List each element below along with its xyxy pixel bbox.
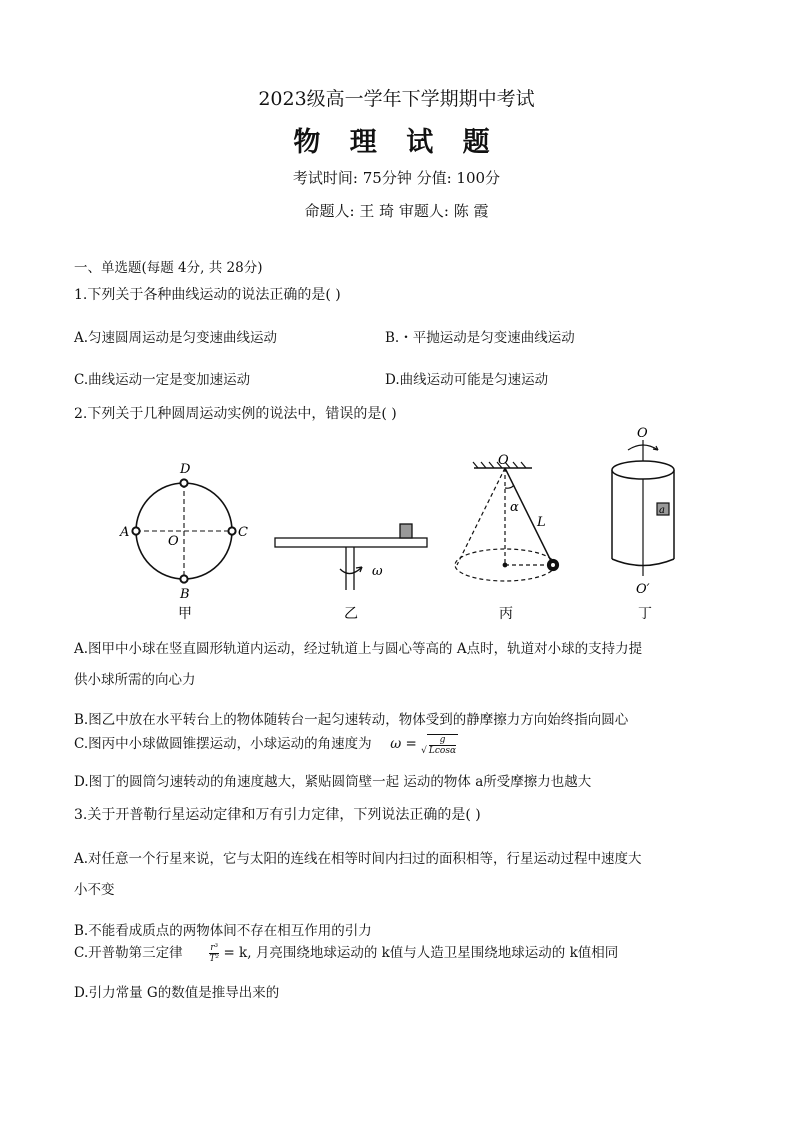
- exam-authors: 命题人: 王 琦 审题人: 陈 霞: [304, 202, 489, 220]
- label-c: C: [238, 525, 248, 540]
- question-1-option-c: C.曲线运动一定是变加速运动: [74, 372, 251, 388]
- question-3-option-a-line-2: 小不变: [74, 882, 115, 898]
- question-3-option-c: [74, 941, 618, 964]
- caption-yi: 乙: [344, 606, 358, 622]
- question-3-option-b: B.不能看成质点的两物体间不存在相互作用的引力: [74, 923, 372, 939]
- question-2-option-a-line-1: A.图甲中小球在竖直圆形轨道内运动，经过轨道上与圆心等高的 A点时，轨道对小球的支持力提: [74, 641, 643, 657]
- question-2-option-d: D.图丁的圆筒匀速转动的角速度越大，紧贴圆筒壁一起 运动的物体 a所受摩擦力也越大: [74, 774, 592, 790]
- formula-sqrt-denominator: Lcosα: [428, 745, 457, 756]
- label-o: O: [168, 534, 179, 549]
- caption-bing: 丙: [499, 606, 513, 622]
- formula-sqrt: √ $\frac{g}{Lcos\alpha}$: [421, 734, 457, 756]
- question-2-option-b: B.图乙中放在水平转台上的物体随转台一起匀速转动，物体受到的静摩擦力方向始终指向圆心: [74, 712, 629, 728]
- question-1-option-b: B.・平抛运动是匀变速曲线运动: [385, 330, 575, 346]
- label-alpha: α: [510, 500, 519, 515]
- question-3-stem: 3.关于开普勒行星运动定律和万有引力定律，下列说法正确的是( ): [74, 807, 481, 823]
- label-o-pivot: O: [498, 453, 509, 468]
- question-1-stem: 1.下列关于各种曲线运动的说法正确的是( ): [74, 287, 341, 303]
- question-2-option-c: [74, 732, 458, 756]
- question-2-stem: 2.下列关于几种圆周运动实例的说法中，错误的是( ): [74, 406, 397, 422]
- question-3-option-c-rest: = k, 月亮围绕地球运动的 k值与人造卫星围绕地球运动的 k值相同: [223, 945, 619, 961]
- question-3-option-a-line-1: A.对任意一个行星来说，它与太阳的连线在相等时间内扫过的面积相等，行星运动过程中速度大: [74, 851, 642, 867]
- formula-sqrt-numerator: g: [429, 735, 456, 746]
- label-o-top: O: [637, 426, 648, 441]
- label-a: A: [120, 525, 130, 540]
- label-b: B: [180, 587, 190, 602]
- label-l: L: [537, 515, 546, 530]
- exam-title: 2023级高一学年下学期期中考试: [258, 88, 535, 110]
- label-block-a: a: [659, 505, 665, 516]
- formula-kepler-numerator: r³: [210, 943, 219, 953]
- label-o-prime: O′: [636, 582, 650, 597]
- caption-jia: 甲: [178, 606, 192, 622]
- label-omega: ω: [372, 564, 383, 579]
- figure-yi: [275, 524, 427, 590]
- formula-kepler-denominator: T²: [209, 954, 219, 964]
- exam-time-score: 考试时间: 75分钟 分值: 100分: [292, 169, 501, 187]
- caption-ding: 丁: [638, 606, 652, 622]
- question-2-figures: [100, 422, 740, 627]
- question-2-option-a-line-2: 供小球所需的向心力: [74, 672, 196, 688]
- formula-omega-lhs: ω =: [390, 736, 417, 752]
- question-1-option-d: D.曲线运动可能是匀速运动: [385, 372, 549, 388]
- question-1-option-a: A.匀速圆周运动是匀变速曲线运动: [74, 330, 278, 346]
- subject-title: 物 理 试 题: [293, 127, 500, 158]
- figure-jia: [132, 479, 235, 582]
- label-d: D: [180, 462, 191, 477]
- section-heading: 一、单选题(每题 4分, 共 28分): [74, 260, 263, 276]
- question-3-option-d: D.引力常量 G的数值是推导出来的: [74, 985, 280, 1001]
- question-2-option-c-text: C.图丙中小球做圆锥摆运动，小球运动的角速度为: [74, 736, 372, 752]
- question-3-option-c-text: C.开普勒第三定律: [74, 945, 183, 961]
- formula-kepler-fraction: [209, 943, 219, 964]
